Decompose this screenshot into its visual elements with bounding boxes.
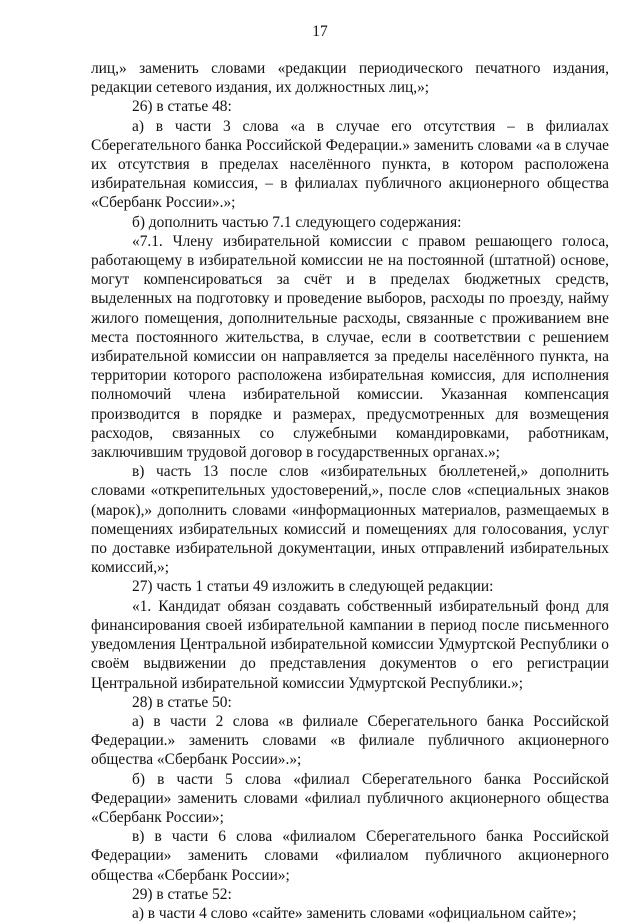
- paragraph: лиц,» заменить словами «редакции периодического печатного издания, редакции сетевого издания, их должностных лиц,»;: [91, 60, 609, 97]
- paragraph: а) в части 2 слова «в филиале Сберегательного банка Российской Федерации.» заменить словами «в филиале публичного акционерного общества «Сбербанк России».»;: [91, 712, 609, 769]
- paragraph: б) в части 5 слова «филиал Сберегательного банка Российской Федерации» заменить словами «филиал публичного акционерного общества «Сбербанк России»;: [91, 770, 609, 826]
- paragraph: в) в части 6 слова «филиалом Сберегательного банка Российской Федерации» заменить словами «филиалом публичного акционерного общества «Сбербанк России»;: [91, 828, 609, 884]
- document-body: [91, 59, 609, 923]
- page-number: 17: [312, 23, 328, 40]
- paragraph: «1. Кандидат обязан создавать собственный избирательный фонд для финансирования своей избирательной кампании в период после письменного уведомления Центральной избирательной комиссии Удмуртской Республики о своём выдвижении до представления документов о его регистрации Центральной избирательной комиссии Удмуртской Республики.»;: [91, 597, 609, 692]
- paragraph: 26) в статье 48:: [132, 98, 232, 116]
- paragraph: 28) в статье 50:: [132, 693, 232, 711]
- paragraph: «7.1. Члену избирательной комиссии с правом решающего голоса, работающему в избирательной комиссии не на постоянной (штатной) основе, могут компенсироваться за счёт и в пределах бюджетных средств, выделенных на подготовку и проведение выборов, расходы по проезду, найму жилого помещения, дополнительные расходы, связанные с проживанием вне места постоянного жительства, в случае, если в соответствии с решением избирательной комиссии он направляется за пределы населённого пункта, на территории которого расположена избирательная комиссия, для исполнения полномочий члена избирательной комиссии. Указанная компенсация производится в порядке и размерах, предусмотренных для возмещения расходов, связанных со служебными командировками, работникам, заключившим трудовой договор в государственных органах.»;: [91, 232, 609, 462]
- paragraph: а) в части 4 слово «сайте» заменить словами «официальном сайте»;: [132, 904, 577, 922]
- paragraph: а) в части 3 слова «а в случае его отсутствия – в филиалах Сберегательного банка Российской Федерации.» заменить словами «а в случае их отсутствия в пределах населённого пункта, в котором расположена избирательная комиссия, – в филиалах публичного акционерного общества «Сбербанк России».»;: [91, 117, 609, 212]
- paragraph: 27) часть 1 статьи 49 изложить в следующей редакции:: [132, 578, 494, 596]
- paragraph: 29) в статье 52:: [132, 885, 232, 903]
- paragraph: б) дополнить частью 7.1 следующего содержания:: [132, 213, 462, 231]
- paragraph: в) часть 13 после слов «избирательных бюллетеней,» дополнить словами «открепительных удостоверений,», после слов «специальных знаков (марок),» дополнить словами «информационных материалов, размещаемых в помещениях избирательных комиссий и помещениях для голосования, услуг по доставке избирательной документации, иных отправлений избирательных комиссий,»;: [91, 463, 609, 577]
